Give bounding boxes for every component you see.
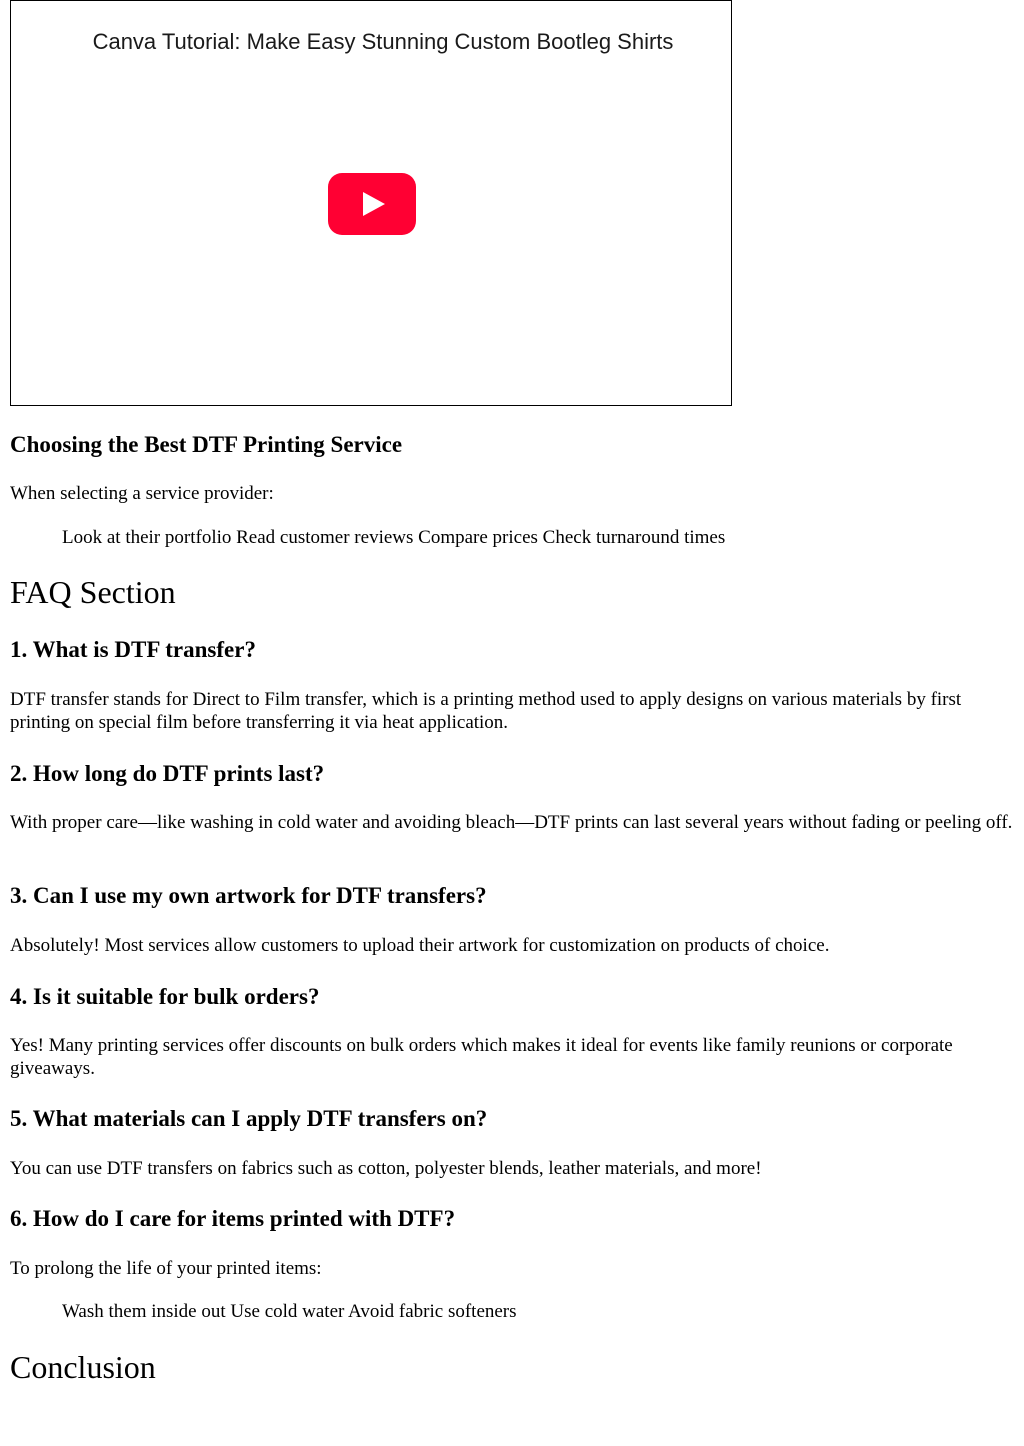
section-intro-text: When selecting a service provider: — [10, 483, 274, 504]
faq-question-6: 6. How do I care for items printed with DTF? — [10, 1206, 456, 1231]
faq-answer-3: Absolutely! Most services allow customers to upload their artwork for customization on products of choice. — [10, 935, 830, 956]
faq-question-2: 2. How long do DTF prints last? — [10, 761, 325, 786]
video-title[interactable]: Canva Tutorial: Make Easy Stunning Custom Bootleg Shirts — [92, 29, 674, 54]
faq-answer-6: To prolong the life of your printed items: — [10, 1258, 322, 1279]
faq-answer-4: Yes! Many printing services offer discounts on bulk orders which makes it ideal for events like family reunions or corporate giveaways. — [10, 1035, 953, 1079]
section-heading-choosing: Choosing the Best DTF Printing Service — [10, 432, 403, 457]
faq-answer-1: DTF transfer stands for Direct to Film transfer, which is a printing method used to apply designs on various materials by first printing on special film before transferring it via heat application. — [10, 689, 962, 733]
faq-answer-2: With proper care—like washing in cold water and avoiding bleach—DTF prints can last several years without fading or peeling off. — [10, 812, 1013, 833]
care-tips-list: Wash them inside out Use cold water Avoid fabric softeners — [62, 1301, 517, 1322]
video-embed[interactable] — [10, 0, 732, 406]
faq-question-3: 3. Can I use my own artwork for DTF transfers? — [10, 883, 487, 908]
faq-question-5: 5. What materials can I apply DTF transfers on? — [10, 1106, 488, 1131]
youtube-play-icon[interactable] — [328, 173, 416, 235]
service-tips-list: Look at their portfolio Read customer reviews Compare prices Check turnaround times — [62, 527, 726, 548]
faq-heading: FAQ Section — [10, 574, 176, 610]
faq-answer-5: You can use DTF transfers on fabrics such as cotton, polyester blends, leather materials, and more! — [10, 1158, 762, 1179]
faq-question-1: 1. What is DTF transfer? — [10, 637, 256, 662]
faq-question-4: 4. Is it suitable for bulk orders? — [10, 984, 320, 1009]
conclusion-heading: Conclusion — [10, 1349, 156, 1385]
